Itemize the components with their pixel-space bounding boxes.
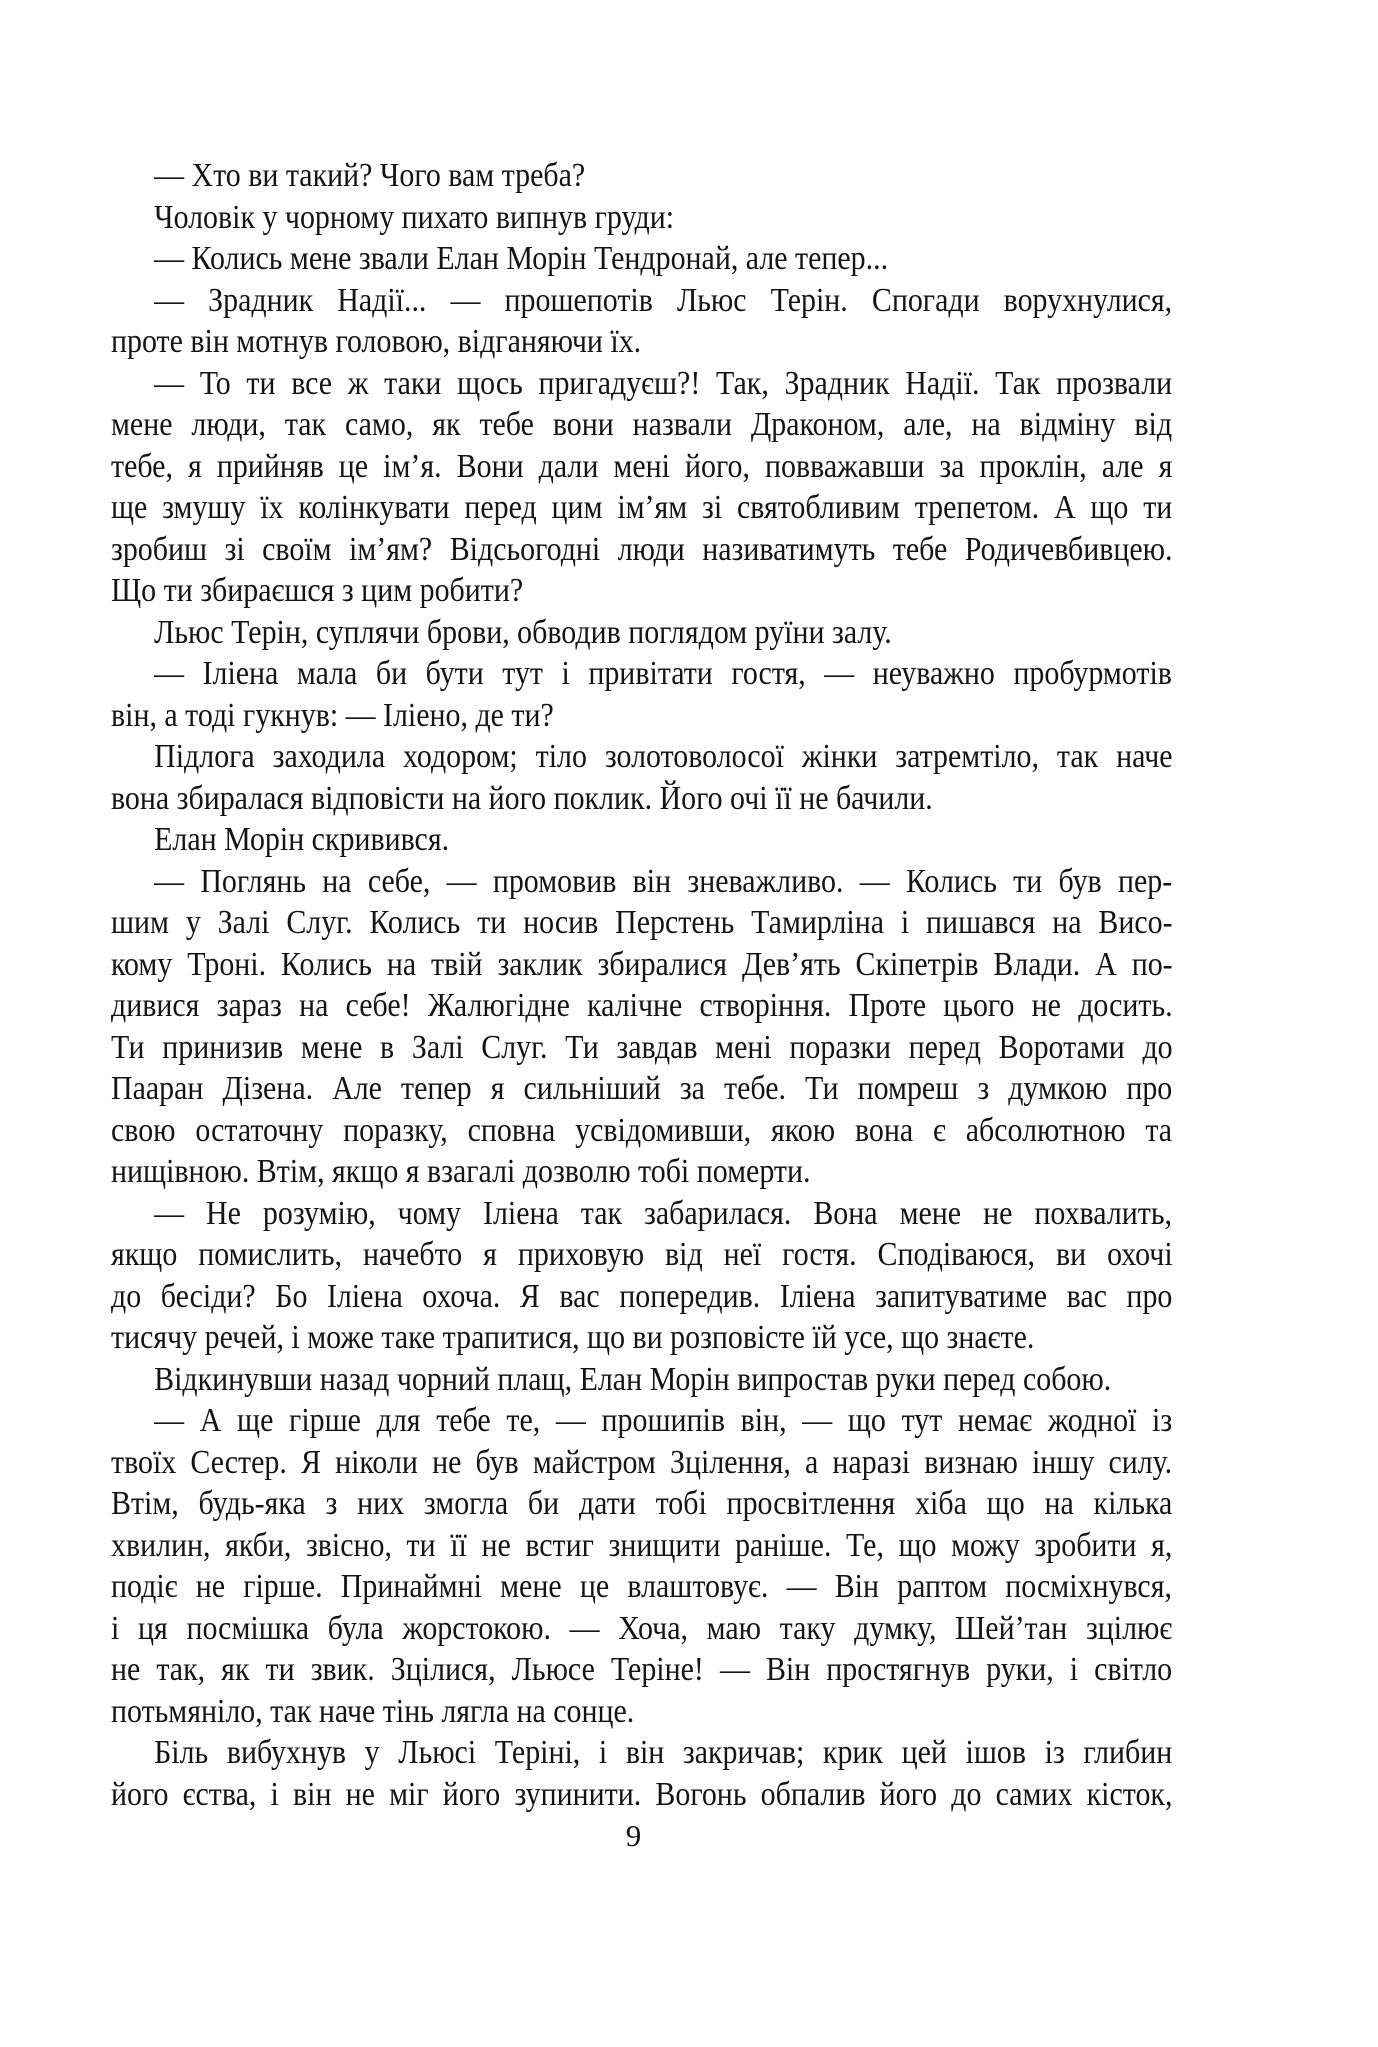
text-line: Підлога заходила ходором; тіло золотоволосої жінки затремтіло, так наче xyxy=(154,738,1173,775)
text-line: кому Троні. Колись на твій заклик збиралися Дев’ять Скіпетрів Влади. А по- xyxy=(111,945,1173,983)
text-line: — Зрадник Надії... — прошепотів Льюс Терін. Спогади ворухнулися, xyxy=(154,281,1173,319)
text-line: Пааран Дізена. Але тепер я сильніший за тебе. Ти помреш з думкою про xyxy=(111,1070,1173,1107)
text-line: — Хто ви такий? Чого вам треба? xyxy=(154,157,586,194)
text-line: — Іліена мала би бути тут і привітати гостя, — неуважно пробурмотів xyxy=(154,655,1172,692)
text-line: подіє не гірше. Принаймні мене це влаштовує. — Він раптом посміхнувся, xyxy=(111,1568,1172,1605)
text-line: зробиш зі своїм ім’ям? Відсьогодні люди називатимуть тебе Родичевбивцею. xyxy=(111,530,1173,568)
text-line: шим у Залі Слуг. Колись ти носив Перстень Тамирліна і пишався на Висо- xyxy=(111,904,1173,941)
text-line: Біль вибухнув у Льюсі Теріні, і він закричав; крик цей ішов із глибин xyxy=(154,1734,1173,1771)
text-line: проте він мотнув головою, відганяючи їх. xyxy=(111,323,642,360)
text-line: Відкинувши назад чорний плащ, Елан Морін випростав руки перед собою. xyxy=(154,1360,1112,1398)
text-line: — Не розумію, чому Іліена так забарилася. Вона мене не похвалить, xyxy=(154,1194,1172,1232)
text-line: ще змушу їх колінкувати перед цим ім’ям зі святобливим трепетом. А що ти xyxy=(111,489,1173,526)
page-number: 9 xyxy=(625,1818,642,1853)
text-line: твоїх Сестер. Я ніколи не був майстром Зцілення, а наразі визнаю іншу силу. xyxy=(111,1443,1173,1481)
text-line: — Поглянь на себе, — промовив він зневажливо. — Колись ти був пер- xyxy=(154,862,1173,900)
text-line: — А ще гірше для тебе те, — прошипів він, — що тут немає жодної із xyxy=(154,1402,1173,1439)
text-line: свою остаточну поразку, сповна усвідомивши, якою вона є абсолютною та xyxy=(111,1111,1173,1149)
text-line: до бесіди? Бо Іліена охоча. Я вас попередив. Іліена запитуватиме вас про xyxy=(111,1277,1173,1315)
text-line: він, а тоді гукнув: — Іліено, де ти? xyxy=(111,696,554,734)
text-line: і ця посмішка була жорстокою. — Хоча, маю таку думку, Шей’тан зцілює xyxy=(111,1609,1173,1647)
text-line: Льюс Терін, суплячи брови, обводив поглядом руїни залу. xyxy=(154,613,892,651)
text-line: — То ти все ж таки щось пригадуєш?! Так, Зрадник Надії. Так прозвали xyxy=(154,364,1173,402)
text-line: мене люди, так само, як тебе вони назвали Драконом, але, на відміну від xyxy=(111,406,1173,443)
text-line: Ти принизив мене в Залі Слуг. Ти завдав мені поразки перед Воротами до xyxy=(111,1028,1173,1066)
text-line: нищівною. Втім, якщо я взагалі дозволю тобі померти. xyxy=(111,1153,811,1190)
text-line: потьмяніло, так наче тінь лягла на сонце. xyxy=(111,1692,635,1730)
text-line: — Колись мене звали Елан Морін Тендронай, але тепер... xyxy=(154,240,889,277)
text-line: дивися зараз на себе! Жалюгідне калічне створіння. Проте цього не досить. xyxy=(111,987,1173,1024)
text-line: не так, як ти звик. Зцілися, Льюсе Теріне! — Він простягнув руки, і світло xyxy=(111,1651,1173,1688)
text-block xyxy=(111,155,1172,1815)
text-line: якщо помислить, начебто я приховую від неї гостя. Сподіваюся, ви охочі xyxy=(111,1236,1173,1273)
text-line: тисячу речей, і може таке трапитися, що ви розповісте їй усе, що знаєте. xyxy=(111,1319,1035,1356)
text-line: тебе, я прийняв це ім’я. Вони дали мені його, повважавши за проклін, але я xyxy=(111,447,1173,485)
text-line: його єства, і він не міг його зупинити. Вогонь обпалив його до самих кісток, xyxy=(111,1775,1173,1813)
text-line: Що ти збираєшся з цим робити? xyxy=(111,572,524,609)
text-line: вона збиралася відповісти на його поклик. Його очі її не бачили. xyxy=(111,779,933,817)
text-line: хвилин, якби, звісно, ти її не встиг знищити раніше. Те, що можу зробити я, xyxy=(111,1526,1173,1564)
text-line: Елан Морін скривився. xyxy=(154,821,450,858)
text-line: Втім, будь-яка з них змогла би дати тобі просвітлення хіба що на кілька xyxy=(111,1485,1173,1522)
text-line: Чоловік у чорному пихато випнув груди: xyxy=(154,198,675,236)
